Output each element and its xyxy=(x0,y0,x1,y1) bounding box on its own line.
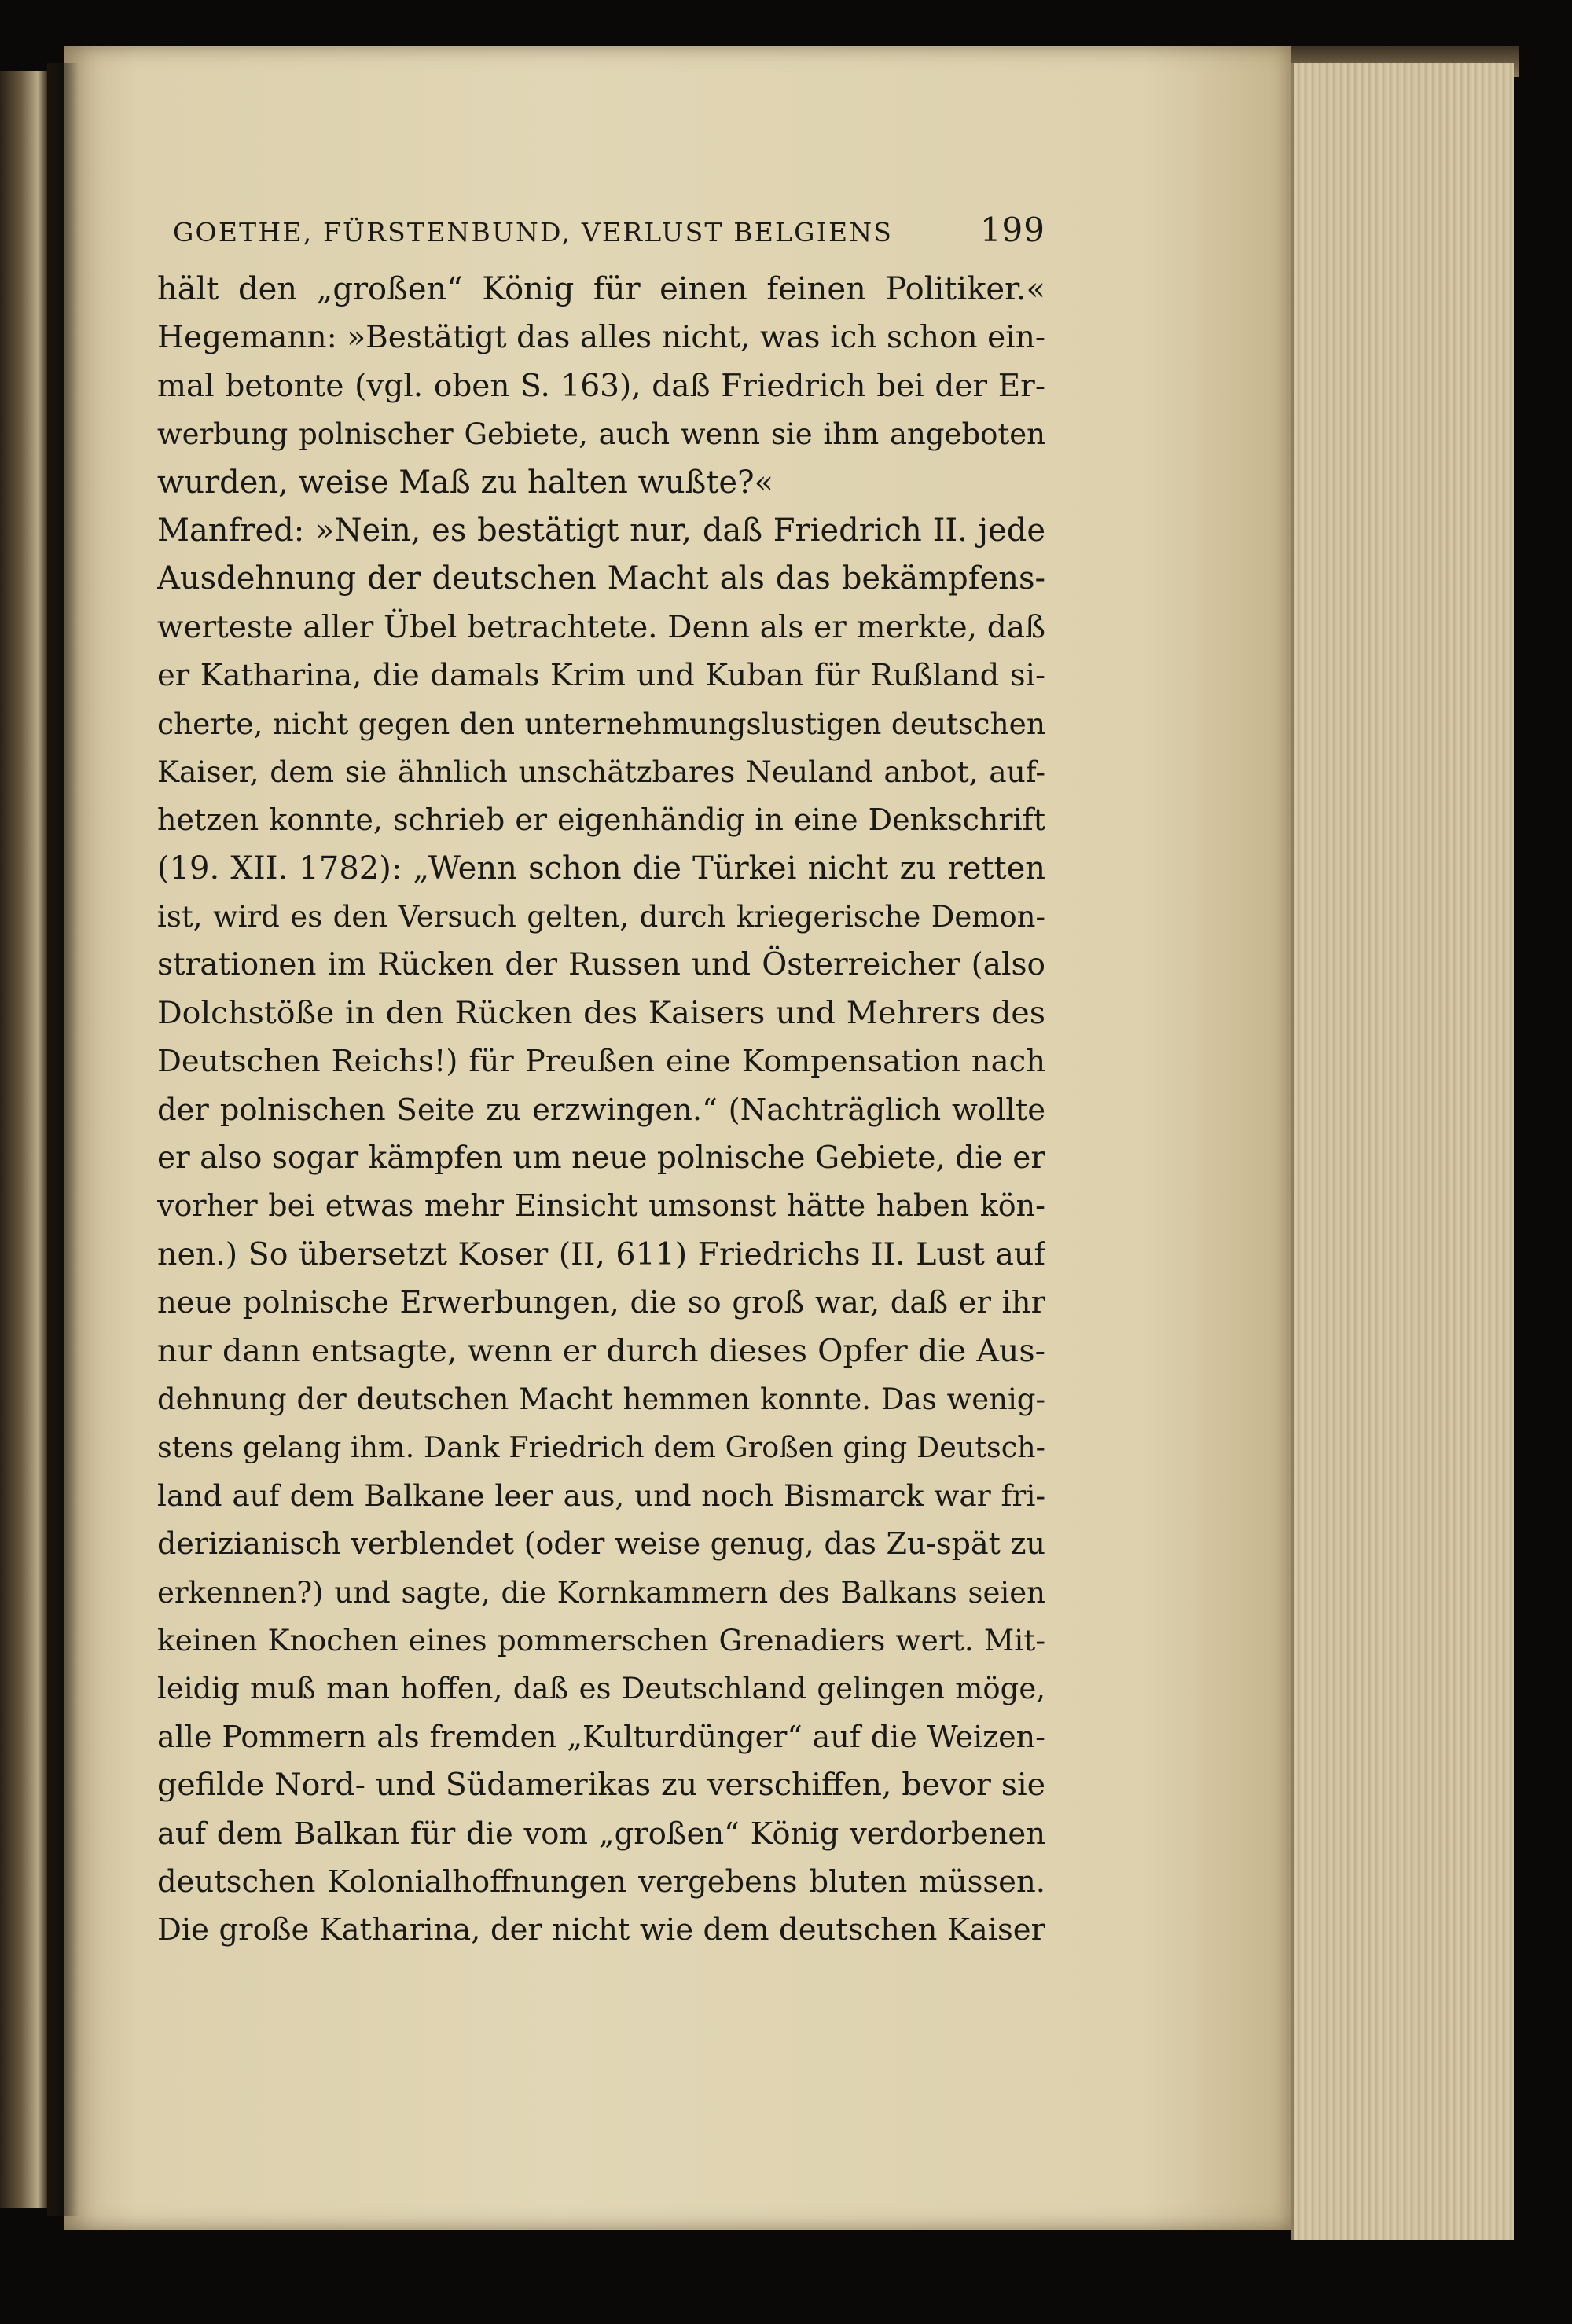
running-head-title: GOETHE, FÜRSTENBUND, VERLUST BELGIENS xyxy=(173,217,894,248)
text-line: (19. XII. 1782): „Wenn schon die Türkei nicht zu retten xyxy=(157,850,1045,887)
text-line: keinen Knochen eines pommerschen Grenadiers wert. Mit- xyxy=(157,1622,1045,1658)
page-number: 199 xyxy=(979,211,1045,249)
text-line: Hegemann: »Bestätigt das alles nicht, was ich schon ein- xyxy=(157,320,1045,356)
text-line: cherte, nicht gegen den unternehmungslustigen deutschen xyxy=(157,706,1045,741)
text-line: Deutschen Reichs!) für Preußen eine Kompensation nach xyxy=(157,1044,1045,1080)
text-line: hetzen konnte, schrieb er eigenhändig in eine Denkschrift xyxy=(157,802,1045,838)
body-text xyxy=(157,266,1045,1955)
text-line: nur dann entsagte, wenn er durch dieses Opfer die Aus- xyxy=(157,1332,1045,1369)
text-line: er Katharina, die damals Krim und Kuban für Rußland si- xyxy=(157,658,1045,694)
text-line: land auf dem Balkane leer aus, und noch Bismarck war fri- xyxy=(157,1478,1045,1513)
text-line: leidig muß man hoffen, daß es Deutschland gelingen möge, xyxy=(157,1672,1045,1706)
text-line: Manfred: »Nein, es bestätigt nur, daß Friedrich II. jede xyxy=(157,512,1045,549)
text-line: auf dem Balkan für die vom „großen“ König verdorbenen xyxy=(157,1816,1045,1852)
text-line: er also sogar kämpfen um neue polnische Gebiete, die er xyxy=(157,1140,1045,1177)
text-line: Die große Katharina, der nicht wie dem deutschen Kaiser xyxy=(157,1912,1045,1948)
text-line: hält den „großen“ König für einen feinen Politiker.« xyxy=(157,271,1045,307)
text-line: werteste aller Übel betrachtete. Denn als er merkte, daß xyxy=(157,609,1045,645)
text-line: vorher bei etwas mehr Einsicht umsonst hätte haben kön- xyxy=(157,1188,1045,1224)
text-line: mal betonte (vgl. oben S. 163), daß Friedrich bei der Er- xyxy=(157,368,1045,404)
text-line: Kaiser, dem sie ähnlich unschätzbares Neuland anbot, auf- xyxy=(157,754,1045,789)
text-line: strationen im Rücken der Russen und Österreicher (also xyxy=(157,947,1045,983)
text-line: derizianisch verblendet (oder weise genug, das Zu-spät zu xyxy=(157,1526,1045,1562)
text-line: erkennen?) und sagte, die Kornkammern des Balkans seien xyxy=(157,1575,1045,1610)
text-line: deutschen Kolonialhoffnungen vergebens bluten müssen. xyxy=(157,1863,1045,1900)
previous-page-edge xyxy=(0,71,47,2208)
text-line: gefilde Nord- und Südamerikas zu verschiffen, bevor sie xyxy=(157,1767,1045,1804)
text-line: werbung polnischer Gebiete, auch wenn sie ihm angeboten xyxy=(157,417,1045,452)
running-head xyxy=(173,211,1045,249)
text-line: neue polnische Erwerbungen, die so groß war, daß er ihr xyxy=(157,1285,1045,1321)
text-line: stens gelang ihm. Dank Friedrich dem Großen ging Deutsch- xyxy=(157,1430,1045,1465)
text-line: ist, wird es den Versuch gelten, durch kriegerische Demon- xyxy=(157,900,1045,934)
page-fore-edge xyxy=(1291,63,1514,2240)
text-line: dehnung der deutschen Macht hemmen konnte. Das wenig- xyxy=(157,1382,1045,1416)
text-line: Ausdehnung der deutschen Macht als das bekämpfens- xyxy=(157,560,1045,597)
text-line: alle Pommern als fremden „Kulturdünger“ auf die Weizen- xyxy=(157,1719,1045,1754)
text-line: Dolchstöße in den Rücken des Kaisers und Mehrers des xyxy=(157,994,1045,1031)
text-line: der polnischen Seite zu erzwingen.“ (Nachträglich wollte xyxy=(157,1092,1045,1128)
gutter-shadow xyxy=(47,63,79,2216)
text-line: nen.) So übersetzt Koser (II, 611) Friedrichs II. Lust auf xyxy=(157,1235,1045,1272)
text-line: wurden, weise Maß zu halten wußte?« xyxy=(157,464,774,501)
